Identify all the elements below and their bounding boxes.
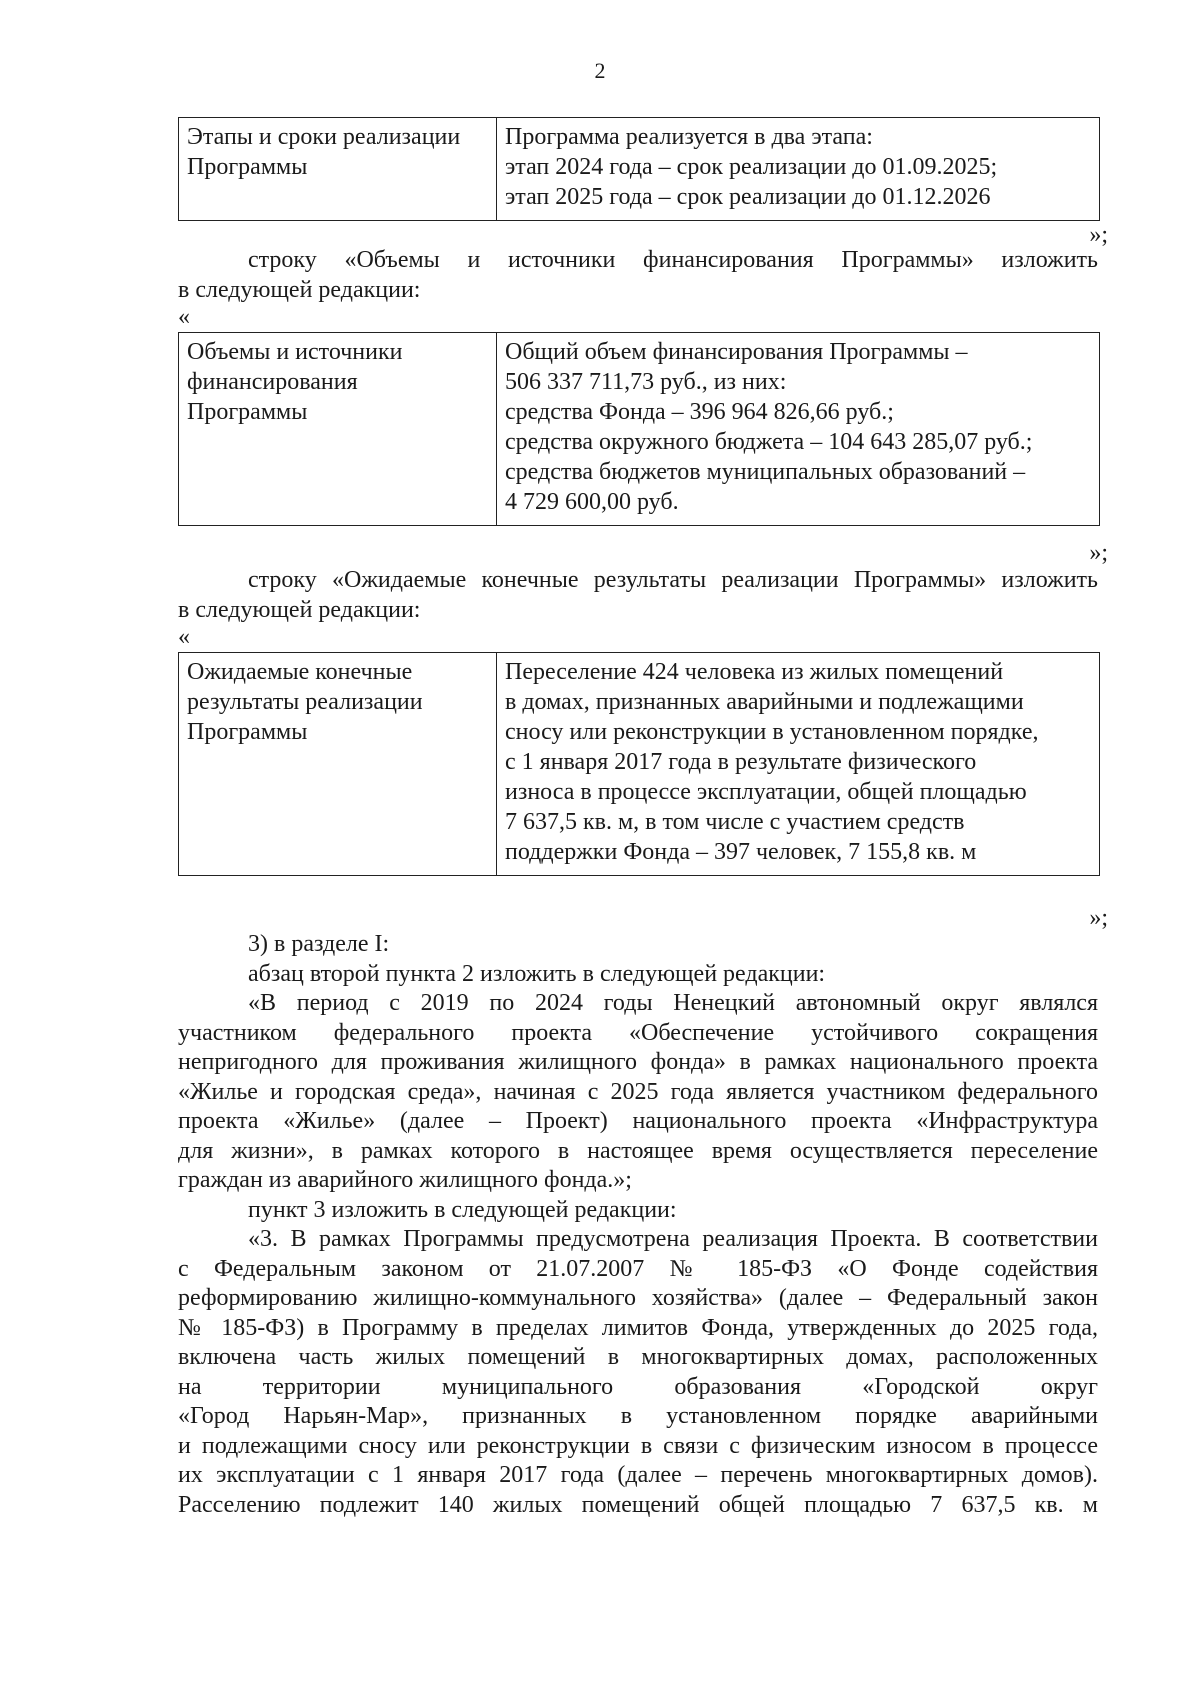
value-line: Общий объем финансирования Программы – <box>505 339 968 365</box>
closing-quote: »; <box>1089 540 1108 566</box>
value-line: средства Фонда – 396 964 826,66 руб.; <box>505 399 894 425</box>
paragraph-line: пункт 3 изложить в следующей редакции: <box>248 1196 677 1223</box>
value-line: износа в процессе эксплуатации, общей площадью <box>505 779 1027 805</box>
table-expected-results <box>178 652 1100 876</box>
value-line: с 1 января 2017 года в результате физического <box>505 749 977 775</box>
paragraph-line: включена часть жилых помещений в многоквартирных домах, расположенных <box>178 1344 1098 1370</box>
value-line: поддержки Фонда – 397 человек, 7 155,8 кв. м <box>505 839 977 865</box>
value-line: средства окружного бюджета – 104 643 285,07 руб.; <box>505 429 1033 455</box>
table-value-cell <box>497 118 1099 220</box>
paragraph-line: проекта «Жилье» (далее – Проект) национального проекта «Инфраструктура <box>178 1108 1098 1134</box>
table-label-cell <box>179 118 497 220</box>
opening-quote: « <box>178 624 190 650</box>
paragraph-line: «Город Нарьян-Мар», признанных в установленном порядке аварийными <box>178 1403 1098 1429</box>
label-line: Ожидаемые конечные <box>187 659 413 685</box>
paragraph-line: граждан из аварийного жилищного фонда.»; <box>178 1167 632 1193</box>
paragraph-line: «Жилье и городская среда», начиная с 2025 года является участником федерального <box>178 1078 1098 1105</box>
table-financing <box>178 332 1100 526</box>
paragraph-line: на территории муниципального образования «Городской округ <box>178 1373 1098 1400</box>
label-line: результаты реализации <box>187 689 423 715</box>
paragraph-line: для жизни», в рамках которого в настоящее время осуществляется переселение <box>178 1137 1098 1164</box>
paragraph-line: «3. В рамках Программы предусмотрена реализация Проекта. В соответствии <box>248 1226 1098 1252</box>
page-number: 2 <box>594 58 606 83</box>
label-line: Программы <box>187 154 308 180</box>
opening-quote: « <box>178 304 190 330</box>
value-line: средства бюджетов муниципальных образований – <box>505 459 1026 485</box>
paragraph-line: с Федеральным законом от 21.07.2007 № 185-ФЗ «О Фонде содействия <box>178 1255 1098 1282</box>
closing-quote: »; <box>1089 222 1108 248</box>
closing-quote: »; <box>1089 905 1108 931</box>
paragraph-line: непригодного для проживания жилищного фонда» в рамках национального проекта <box>178 1049 1098 1075</box>
table-label-cell <box>179 333 497 525</box>
intro-paragraph-financing <box>178 246 1098 305</box>
label-line: Программы <box>187 719 308 745</box>
paragraph-line: их эксплуатации с 1 января 2017 года (далее – перечень многоквартирных домов). <box>178 1462 1098 1488</box>
label-line: Программы <box>187 399 308 425</box>
value-line: в домах, признанных аварийными и подлежащими <box>505 689 1024 715</box>
paragraph-line: в следующей редакции: <box>178 596 421 623</box>
paragraph-line: строку «Ожидаемые конечные результаты реализации Программы» изложить <box>248 567 1098 593</box>
value-line: 506 337 711,73 руб., из них: <box>505 369 787 395</box>
value-line: Программа реализуется в два этапа: <box>505 124 873 150</box>
body-text <box>178 930 1098 1520</box>
value-line: сносу или реконструкции в установленном порядке, <box>505 719 1039 745</box>
section-heading: 3) в разделе I: <box>248 931 390 957</box>
value-line: Переселение 424 человека из жилых помещений <box>505 659 1004 685</box>
paragraph-line: абзац второй пункта 2 изложить в следующей редакции: <box>248 960 826 987</box>
paragraph-line: реформированию жилищно-коммунального хозяйства» (далее – Федеральный закон <box>178 1285 1098 1311</box>
value-line: 7 637,5 кв. м, в том числе с участием средств <box>505 809 965 835</box>
paragraph-line: Расселению подлежит 140 жилых помещений общей площадью 7 637,5 кв. м <box>178 1491 1098 1518</box>
label-line: финансирования <box>187 369 358 395</box>
paragraph-line: в следующей редакции: <box>178 276 421 303</box>
paragraph-line: № 185-ФЗ) в Программу в пределах лимитов Фонда, утвержденных до 2025 года, <box>178 1314 1098 1341</box>
intro-paragraph-results <box>178 566 1098 625</box>
table-value-cell <box>497 333 1099 525</box>
table-stages-and-terms <box>178 117 1100 221</box>
value-line: 4 729 600,00 руб. <box>505 489 679 515</box>
table-label-cell <box>179 653 497 875</box>
paragraph-line: «В период с 2019 по 2024 годы Ненецкий автономный округ являлся <box>248 990 1098 1016</box>
paragraph-line: участником федерального проекта «Обеспечение устойчивого сокращения <box>178 1019 1098 1046</box>
label-line: Объемы и источники <box>187 339 403 365</box>
value-line: этап 2024 года – срок реализации до 01.09.2025; <box>505 154 998 180</box>
paragraph-line: строку «Объемы и источники финансирования Программы» изложить <box>248 247 1098 273</box>
value-line: этап 2025 года – срок реализации до 01.12.2026 <box>505 184 991 210</box>
table-value-cell <box>497 653 1099 875</box>
paragraph-line: и подлежащими сносу или реконструкции в связи с физическим износом в процессе <box>178 1432 1098 1459</box>
label-line: Этапы и сроки реализации <box>187 124 461 150</box>
